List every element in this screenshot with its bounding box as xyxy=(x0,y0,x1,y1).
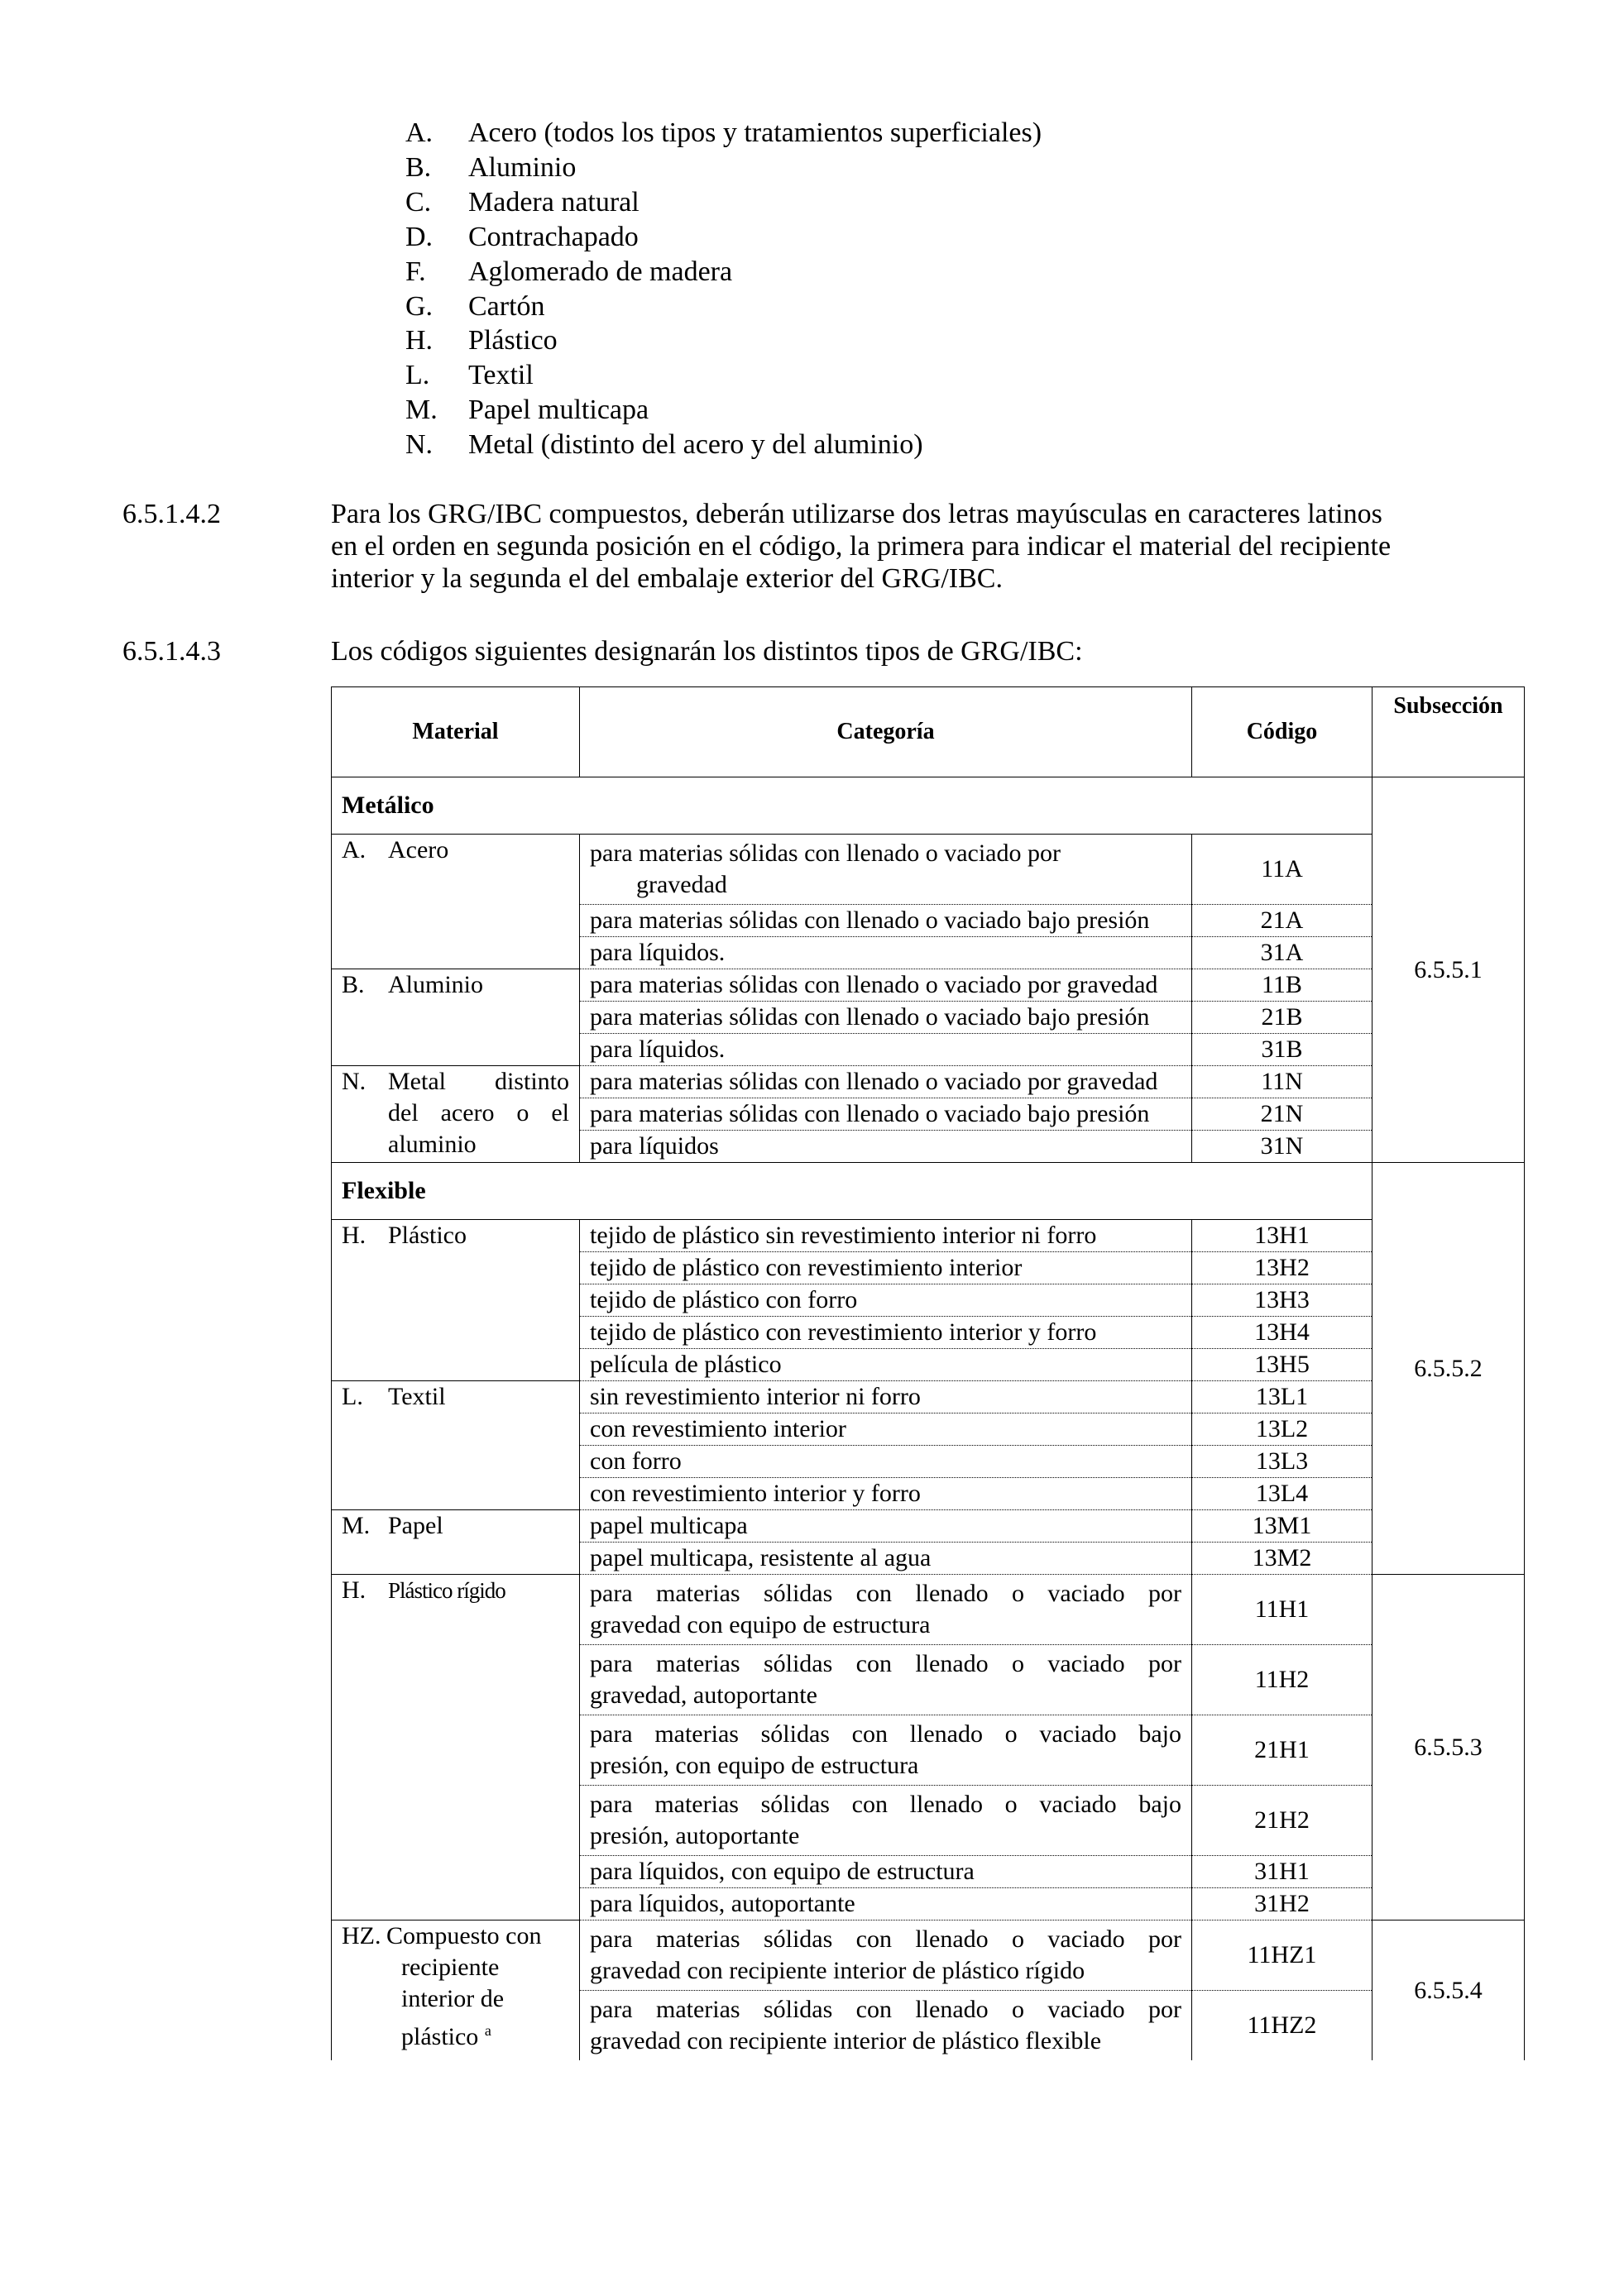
paragraph-text xyxy=(331,498,1609,595)
category-cell: para materias sólidas con llenado o vaciado por gravedad xyxy=(580,969,1192,1002)
category-cell: papel multicapa xyxy=(580,1510,1192,1543)
category-cell: papel multicapa, resistente al agua xyxy=(580,1543,1192,1575)
category-cell: para materias sólidas con llenado o vaciado por gravedad xyxy=(580,1066,1192,1098)
material-cell xyxy=(332,1220,580,1381)
category-cell: para materias sólidas con llenado o vaciado bajo presión xyxy=(580,1002,1192,1034)
subsection-value: 6.5.5.3 xyxy=(1414,1733,1483,1761)
list-item-letter: M. xyxy=(405,395,438,426)
category-line: para materias sólidas con llenado o vaciado por xyxy=(590,839,1061,867)
material-name-line xyxy=(386,2015,569,2053)
code-cell: 21H1 xyxy=(1192,1715,1372,1786)
category-cell: para líquidos. xyxy=(580,937,1192,969)
code-cell: 31N xyxy=(1192,1131,1372,1163)
category-cell: con revestimiento interior xyxy=(580,1413,1192,1446)
paragraph-line: en el orden en segunda posición en el código, la primera para indicar el material del recipiente xyxy=(331,531,1392,562)
category-cell: para líquidos. xyxy=(580,1034,1192,1066)
subsection-cell xyxy=(1372,777,1525,1163)
material-letter: M. xyxy=(342,1512,371,1539)
code-cell: 21N xyxy=(1192,1098,1372,1131)
subsection-cell xyxy=(1372,1921,1525,2061)
list-item xyxy=(405,151,1042,185)
list-item-name: Plástico xyxy=(468,325,558,356)
table-row xyxy=(332,1220,1525,1252)
list-item-name: Papel multicapa xyxy=(468,395,649,426)
list-item xyxy=(405,323,1042,358)
category-cell xyxy=(580,1991,1192,2061)
list-item-letter: L. xyxy=(405,360,430,391)
list-item xyxy=(405,428,1042,462)
list-item-name: Metal (distinto del acero y del aluminio) xyxy=(468,429,923,461)
subsection-cell xyxy=(1372,1163,1525,1575)
list-item-name: Cartón xyxy=(468,290,545,322)
header-material: Material xyxy=(332,687,580,777)
category-cell: con revestimiento interior y forro xyxy=(580,1478,1192,1510)
group-row xyxy=(332,1163,1525,1220)
list-item xyxy=(405,185,1042,220)
code-cell: 13H3 xyxy=(1192,1284,1372,1317)
table-row xyxy=(332,969,1525,1002)
subsection-value: 6.5.5.1 xyxy=(1414,955,1483,983)
table-row xyxy=(332,1066,1525,1098)
code-cell: 13L2 xyxy=(1192,1413,1372,1446)
list-item xyxy=(405,255,1042,289)
material-letter: HZ. xyxy=(342,1922,381,1949)
material-name-word: plástico xyxy=(401,2023,479,2050)
list-item-letter: C. xyxy=(405,186,432,218)
list-item-letter: H. xyxy=(405,325,434,356)
category-cell: tejido de plástico con revestimiento interior y forro xyxy=(580,1317,1192,1349)
list-item-name: Contrachapado xyxy=(468,221,639,252)
category-cell xyxy=(580,835,1192,905)
paragraph-line: Para los GRG/IBC compuestos, deberán utilizarse dos letras mayúsculas en caracteres latinos xyxy=(331,499,1382,529)
group-row xyxy=(332,777,1525,835)
subsection-value: 6.5.5.2 xyxy=(1414,1354,1483,1382)
list-item-name: Textil xyxy=(468,360,534,391)
category-cell: tejido de plástico sin revestimiento interior ni forro xyxy=(580,1220,1192,1252)
material-cell xyxy=(332,1066,580,1163)
code-cell: 13H2 xyxy=(1192,1252,1372,1284)
material-name xyxy=(386,1921,569,2053)
material-name: Textil xyxy=(388,1383,446,1410)
table-row xyxy=(332,1381,1525,1413)
header-subsection: Subsección xyxy=(1372,687,1525,777)
list-item-name: Aglomerado de madera xyxy=(468,256,733,287)
code-cell: 13M2 xyxy=(1192,1543,1372,1575)
list-item-letter: G. xyxy=(405,290,434,322)
code-cell: 31B xyxy=(1192,1034,1372,1066)
category-cell: tejido de plástico con revestimiento interior xyxy=(580,1252,1192,1284)
code-cell: 21A xyxy=(1192,905,1372,937)
category-cell: con forro xyxy=(580,1446,1192,1478)
material-name: Plástico rígido xyxy=(388,1578,505,1603)
material-name-line: Metal distinto xyxy=(388,1068,569,1095)
list-item-letter: N. xyxy=(405,429,434,461)
code-cell: 11B xyxy=(1192,969,1372,1002)
category-cell xyxy=(580,1715,1192,1786)
code-cell: 13L3 xyxy=(1192,1446,1372,1478)
code-cell: 11N xyxy=(1192,1066,1372,1098)
table-header-row xyxy=(332,687,1525,777)
category-cell xyxy=(580,1645,1192,1715)
category-cell: para materias sólidas con llenado o vaciado bajo presión xyxy=(580,905,1192,937)
table-row xyxy=(332,1921,1525,1991)
material-letter: L. xyxy=(342,1383,363,1410)
material-letter: H. xyxy=(342,1222,366,1249)
material-cell xyxy=(332,1921,580,2061)
list-item-name: Aluminio xyxy=(468,151,577,183)
footnote-marker: a xyxy=(484,2022,491,2039)
list-item xyxy=(405,393,1042,428)
code-cell: 13H5 xyxy=(1192,1349,1372,1381)
group-label-metallic: Metálico xyxy=(332,777,1372,835)
category-line: para materias sólidas con llenado o vaciado por xyxy=(590,1996,1181,2023)
material-letter: B. xyxy=(342,971,365,998)
category-cell xyxy=(580,1921,1192,1991)
material-cell xyxy=(332,835,580,969)
group-label-flexible: Flexible xyxy=(332,1163,1372,1220)
category-line: para materias sólidas con llenado o vaciado por xyxy=(590,1580,1181,1607)
material-name-line: del acero o el xyxy=(388,1099,569,1126)
material-cell xyxy=(332,1381,580,1510)
list-item-letter: A. xyxy=(405,117,434,148)
table-row xyxy=(332,835,1525,905)
material-letter: H. xyxy=(342,1576,366,1604)
category-line: gravedad, autoportante xyxy=(590,1681,817,1709)
list-item-letter: F. xyxy=(405,256,426,287)
material-letter-list xyxy=(405,116,1042,462)
category-cell: sin revestimiento interior ni forro xyxy=(580,1381,1192,1413)
code-cell: 31H1 xyxy=(1192,1856,1372,1888)
ibc-codes-table xyxy=(331,686,1525,2060)
list-item xyxy=(405,289,1042,324)
category-line: gravedad xyxy=(636,871,727,898)
material-name: Aluminio xyxy=(388,971,484,998)
material-letter: N. xyxy=(342,1068,366,1095)
table-row xyxy=(332,1575,1525,1645)
header-category: Categoría xyxy=(580,687,1192,777)
category-cell: tejido de plástico con forro xyxy=(580,1284,1192,1317)
table-row xyxy=(332,1510,1525,1543)
list-item-name: Madera natural xyxy=(468,186,640,218)
code-cell: 11H1 xyxy=(1192,1575,1372,1645)
material-letter: A. xyxy=(342,836,366,863)
list-item xyxy=(405,116,1042,151)
list-item-name: Acero (todos los tipos y tratamientos superficiales) xyxy=(468,117,1042,148)
material-name: Papel xyxy=(388,1512,443,1539)
category-cell: para líquidos, con equipo de estructura xyxy=(580,1856,1192,1888)
category-line: presión, con equipo de estructura xyxy=(590,1752,919,1779)
category-line: para materias sólidas con llenado o vaciado bajo xyxy=(590,1791,1181,1818)
category-cell xyxy=(580,1786,1192,1856)
category-cell xyxy=(580,1575,1192,1645)
code-cell: 13M1 xyxy=(1192,1510,1372,1543)
category-cell: película de plástico xyxy=(580,1349,1192,1381)
material-name: Acero xyxy=(388,836,449,863)
material-name-line: Compuesto con xyxy=(386,1922,542,1949)
material-name xyxy=(388,1066,569,1160)
category-cell: para líquidos xyxy=(580,1131,1192,1163)
code-cell: 21B xyxy=(1192,1002,1372,1034)
category-line: para materias sólidas con llenado o vaciado bajo xyxy=(590,1720,1181,1748)
code-cell: 21H2 xyxy=(1192,1786,1372,1856)
code-cell: 13H4 xyxy=(1192,1317,1372,1349)
material-name: Plástico xyxy=(388,1222,467,1249)
category-cell: para materias sólidas con llenado o vaciado bajo presión xyxy=(580,1098,1192,1131)
code-cell: 13L1 xyxy=(1192,1381,1372,1413)
material-name-line: interior de xyxy=(401,1985,505,2012)
code-cell: 11H2 xyxy=(1192,1645,1372,1715)
paragraph-text: Los códigos siguientes designarán los distintos tipos de GRG/IBC: xyxy=(331,636,1083,667)
material-cell xyxy=(332,1510,580,1575)
material-cell xyxy=(332,969,580,1066)
code-cell: 11A xyxy=(1192,835,1372,905)
code-cell: 13H1 xyxy=(1192,1220,1372,1252)
code-cell: 11HZ1 xyxy=(1192,1921,1372,1991)
category-line: para materias sólidas con llenado o vaciado por xyxy=(590,1925,1181,1953)
code-cell: 31H2 xyxy=(1192,1888,1372,1921)
category-line: gravedad con recipiente interior de plástico rígido xyxy=(590,1957,1085,1984)
category-line: gravedad con equipo de estructura xyxy=(590,1611,931,1638)
paragraph-line: interior y la segunda el del embalaje exterior del GRG/IBC. xyxy=(331,563,1003,594)
list-item xyxy=(405,220,1042,255)
list-item-letter: B. xyxy=(405,151,432,183)
material-name-line: aluminio xyxy=(388,1131,477,1158)
subsection-cell xyxy=(1372,1575,1525,1921)
list-item xyxy=(405,358,1042,393)
header-code: Código xyxy=(1192,687,1372,777)
list-item-letter: D. xyxy=(405,221,434,252)
category-line: presión, autoportante xyxy=(590,1822,800,1849)
category-line: para materias sólidas con llenado o vaciado por xyxy=(590,1650,1181,1677)
category-line: gravedad con recipiente interior de plástico flexible xyxy=(590,2027,1102,2054)
paragraph-number: 6.5.1.4.2 xyxy=(122,499,221,529)
code-cell: 11HZ2 xyxy=(1192,1991,1372,2061)
material-name-line: recipiente xyxy=(401,1954,500,1981)
code-cell: 31A xyxy=(1192,937,1372,969)
code-cell: 13L4 xyxy=(1192,1478,1372,1510)
paragraph-number: 6.5.1.4.3 xyxy=(122,636,221,667)
category-cell: para líquidos, autoportante xyxy=(580,1888,1192,1921)
material-cell xyxy=(332,1575,580,1921)
subsection-value: 6.5.5.4 xyxy=(1414,1976,1483,2004)
